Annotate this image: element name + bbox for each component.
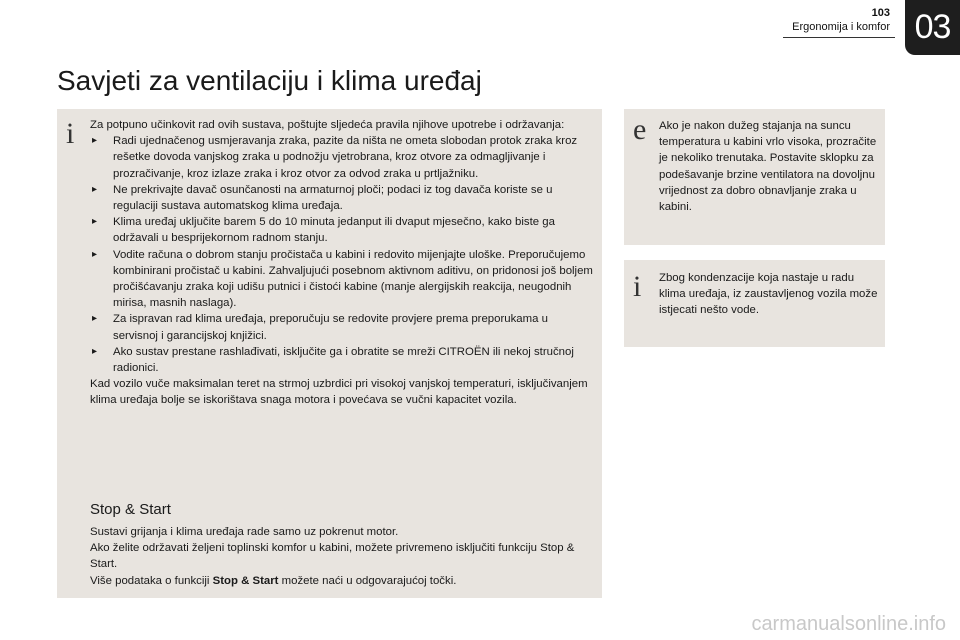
list-item: ▸ Ne prekrivajte davač osunčanosti na armaturnoj ploči; podaci iz tog davača koriste se u regulaciji sustava automatskog klima uređaja. xyxy=(92,183,553,213)
condensation-info-text: Zbog kondenzacije koja nastaje u radu klima uređaja, iz zaustavljenog vozila može istjecati nešto vode. xyxy=(659,272,878,317)
header-divider xyxy=(783,37,895,38)
watermark: carmanualsonline.info xyxy=(751,613,946,635)
section-title: Ergonomija i komfor xyxy=(792,21,890,33)
info-icon: i xyxy=(633,270,642,303)
page-number: 103 xyxy=(871,7,890,19)
list-item: ▸ Ako sustav prestane rashlađivati, isključite ga i obratite se mreži CITROËN ili nekoj stručnoj radionici. xyxy=(92,345,574,375)
condensation-info-panel xyxy=(624,260,885,347)
main-info-text xyxy=(90,117,595,409)
chapter-tab: 03 xyxy=(905,0,960,55)
main-info-panel xyxy=(57,109,602,598)
eco-icon: e xyxy=(633,113,647,146)
stop-start-text xyxy=(90,524,595,589)
closing-text: Kad vozilo vuče maksimalan teret na strmoj uzbrdici pri visokoj vanjskoj temperaturi, isključivanjem klima uređaja bolje se iskorištava snaga motora i povećava se vučni kapacitet vozila. xyxy=(90,378,588,407)
bullet-icon: ▸ xyxy=(92,345,98,357)
bullet-icon: ▸ xyxy=(92,135,98,147)
bullet-icon: ▸ xyxy=(92,183,98,195)
intro-text: Za potpuno učinkovit rad ovih sustava, poštujte sljedeća pravila njihove upotrebe i održavanja: xyxy=(90,119,565,131)
list-item: ▸ Klima uređaj uključite barem 5 do 10 minuta jedanput ili dvaput mjesečno, kako biste ga održavali u besprijekornom radnom stanju. xyxy=(92,216,555,245)
list-item: ▸ Radi ujednačenog usmjeravanja zraka, pazite da ništa ne ometa slobodan protok zraka kroz rešetke dovoda vanjskog zraka u podnožju vjetrobrana, kroz otvore za odmagljivanje i prozračivanje, kroz izlaze zraka i kroz otvor za odvod zraka u prtljažniku. xyxy=(92,135,578,180)
stop-start-line-3: Više podataka o funkciji Stop & Start možete naći u odgovarajućoj točki. xyxy=(90,574,457,587)
list-item: ▸ Vodite računa o dobrom stanju pročistača u kabini i redovito mijenjajte uloške. Preporučujemo kombinirani pročistač u kabini. Zahvaljujući posebnom aktivnom aditivu, on pridonosi još boljem pročišćavanju zraka koji udišu putnici i čistoći kabine (manje alergijskih reakcija, neugodnih mirisa, masnih naslaga). xyxy=(92,248,593,310)
list-item: ▸ Za ispravan rad klima uređaja, preporučuju se redovite provjere prema preporukama u servisnoj i garancijskoj knjižici. xyxy=(92,313,548,342)
bullet-icon: ▸ xyxy=(92,216,98,228)
page-title: Savjeti za ventilaciju i klima uređaj xyxy=(57,65,482,96)
info-icon: i xyxy=(66,117,75,150)
stop-start-line-2: Ako želite održavati željeni toplinski komfor u kabini, možete privremeno isključiti funkciju Stop & Start. xyxy=(90,542,575,571)
bullet-icon: ▸ xyxy=(92,248,98,260)
tips-list xyxy=(90,133,595,376)
eco-tip-panel xyxy=(624,109,885,245)
bullet-icon: ▸ xyxy=(92,313,98,325)
stop-start-title: Stop & Start xyxy=(90,501,171,518)
stop-start-line-1: Sustavi grijanja i klima uređaja rade samo uz pokrenut motor. xyxy=(90,526,399,538)
eco-tip-text: Ako je nakon dužeg stajanja na suncu temperatura u kabini vrlo visoka, prozračite je nekoliko trenutaka. Postavite sklopku za podešavanje brzine ventilatora na dovoljnu vrijednost za dobro obnavljanje zraka u kabini. xyxy=(659,120,877,214)
